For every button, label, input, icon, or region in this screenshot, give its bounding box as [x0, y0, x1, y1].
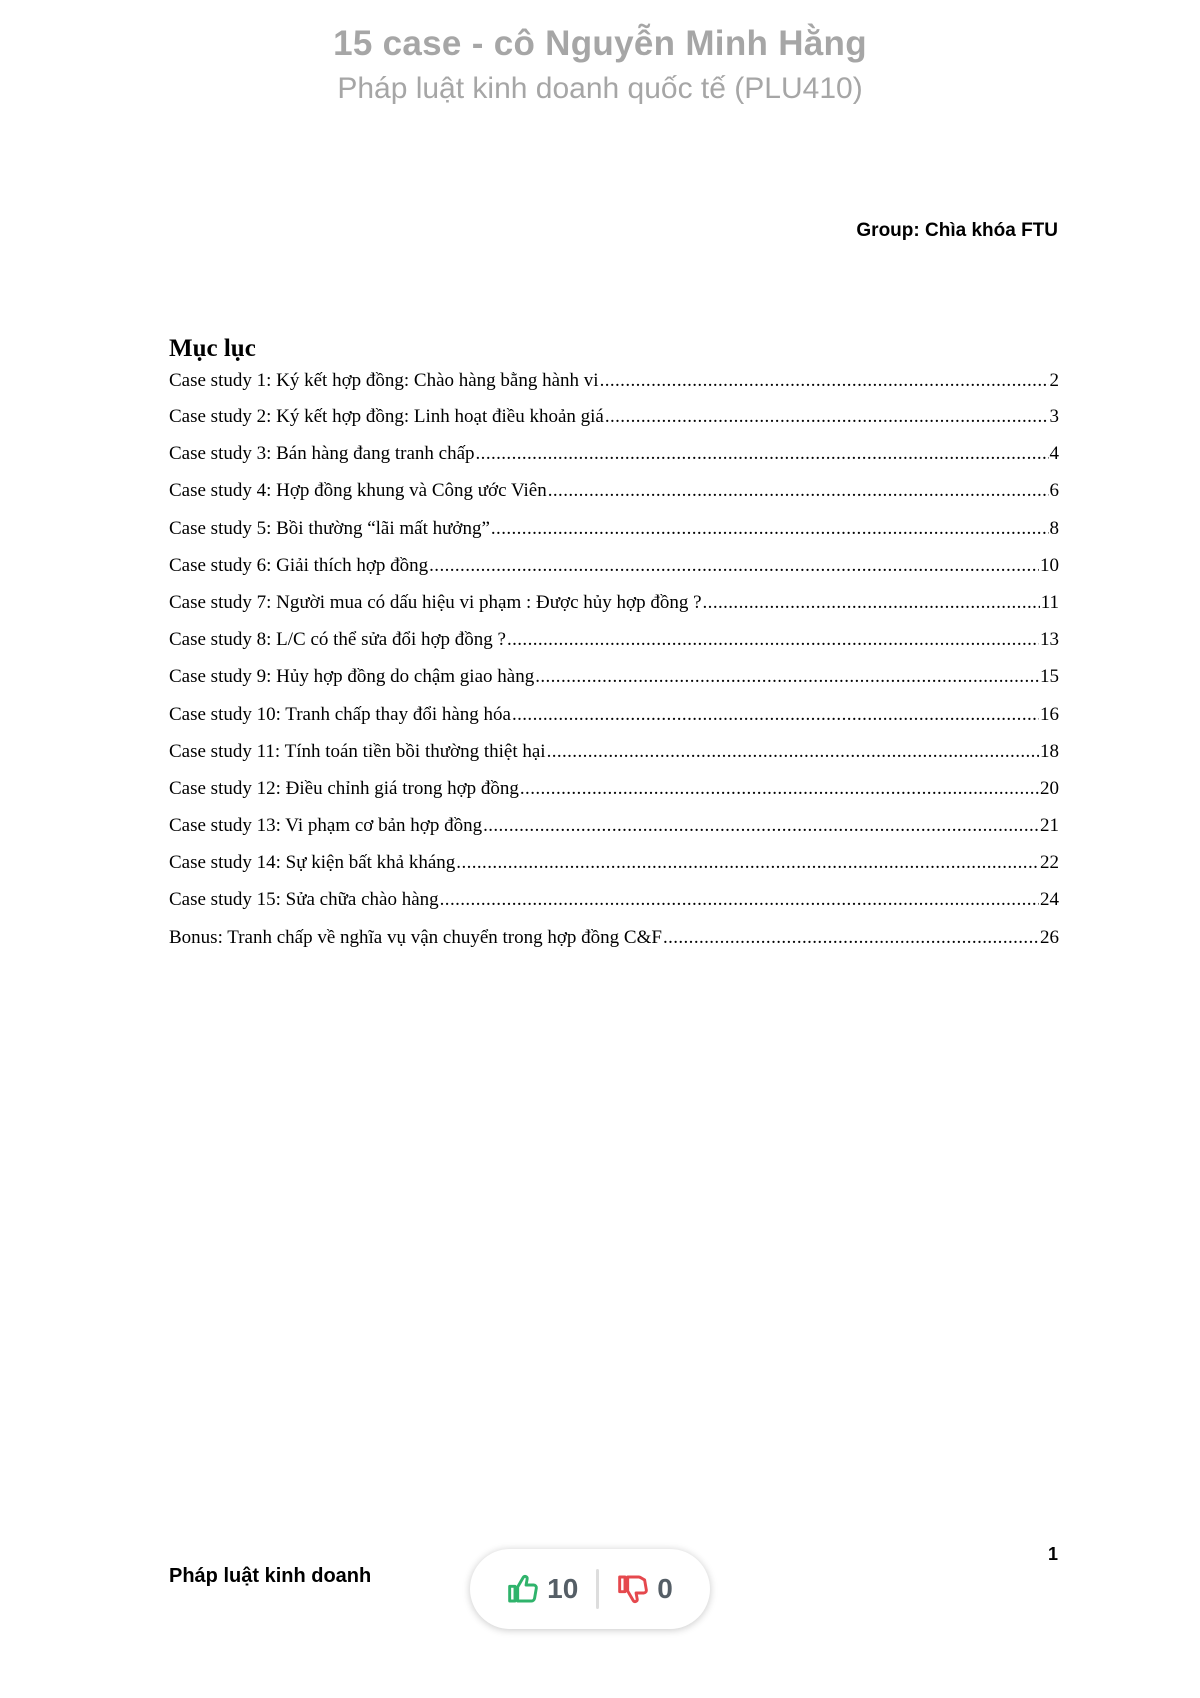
toc-entry-page: 24 [1040, 889, 1059, 911]
toc-entry-page: 16 [1040, 703, 1059, 725]
toc-entry-title: Case study 3: Bán hàng đang tranh chấp [169, 443, 475, 465]
toc-entry-title: Case study 15: Sửa chữa chào hàng [169, 889, 439, 911]
toc-dot-leader [520, 776, 1039, 802]
toc-entry[interactable] [169, 702, 1059, 739]
toc-entry[interactable] [169, 368, 1059, 404]
toc-entry-title: Case study 14: Sự kiện bất khả kháng [169, 852, 456, 874]
toc-entry-title: Case study 6: Giải thích hợp đồng [169, 554, 429, 576]
vote-widget [470, 1549, 710, 1629]
toc-dot-leader [535, 664, 1039, 690]
toc-entry-page: 4 [1049, 443, 1059, 465]
toc-entry-page: 3 [1049, 406, 1059, 427]
toc-entry-page: 21 [1040, 815, 1059, 837]
table-of-contents [169, 332, 1059, 962]
toc-entry-page: 2 [1049, 370, 1059, 391]
toc-entry-title: Case study 7: Người mua có dấu hiệu vi phạm : Được hủy hợp đồng ? [169, 591, 702, 613]
toc-dot-leader [456, 850, 1039, 876]
toc-entry[interactable] [169, 925, 1059, 962]
toc-entry[interactable] [169, 739, 1059, 776]
toc-heading: Mục lục [169, 335, 256, 362]
toc-list [169, 368, 1059, 962]
toc-entry-page: 8 [1049, 517, 1059, 539]
toc-entry[interactable] [169, 590, 1059, 627]
toc-entry[interactable] [169, 850, 1059, 887]
toc-entry-title: Case study 4: Hợp đồng khung và Công ước Viên [169, 480, 547, 502]
toc-entry-title: Case study 12: Điều chỉnh giá trong hợp đồng [169, 777, 519, 799]
thumbs-up-icon [507, 1573, 539, 1605]
toc-entry-page: 26 [1040, 926, 1059, 948]
toc-dot-leader [547, 739, 1039, 765]
toc-entry[interactable] [169, 627, 1059, 664]
toc-entry-page: 10 [1040, 554, 1059, 576]
toc-entry-title: Case study 11: Tính toán tiền bồi thường thiệt hại [169, 740, 546, 762]
toc-entry-page: 13 [1040, 629, 1059, 651]
toc-dot-leader [548, 478, 1049, 504]
toc-dot-leader [600, 368, 1049, 394]
toc-entry-title: Case study 5: Bồi thường “lãi mất hưởng” [169, 517, 490, 539]
toc-dot-leader [703, 590, 1040, 616]
toc-entry[interactable] [169, 813, 1059, 850]
group-label: Group: Chìa khóa FTU [856, 220, 1058, 241]
toc-dot-leader [483, 813, 1039, 839]
toc-entry-title: Case study 2: Ký kết hợp đồng: Linh hoạt điều khoản giá [169, 406, 604, 427]
toc-entry[interactable] [169, 516, 1059, 553]
thumbs-down-icon [617, 1573, 649, 1605]
toc-dot-leader [663, 925, 1039, 951]
toc-entry[interactable] [169, 664, 1059, 701]
toc-entry[interactable] [169, 553, 1059, 590]
toc-dot-leader [491, 516, 1049, 542]
toc-entry[interactable] [169, 478, 1059, 515]
upvote-count: 10 [547, 1573, 579, 1604]
toc-entry-page: 6 [1049, 480, 1059, 502]
toc-entry[interactable] [169, 441, 1059, 478]
toc-entry-title: Bonus: Tranh chấp về nghĩa vụ vận chuyển trong hợp đồng C&F [169, 926, 662, 948]
toc-entry-page: 18 [1040, 740, 1059, 762]
toc-entry-page: 20 [1040, 777, 1059, 799]
toc-entry-title: Case study 1: Ký kết hợp đồng: Chào hàng bằng hành vi [169, 370, 599, 391]
toc-dot-leader [476, 441, 1049, 467]
toc-entry-title: Case study 13: Vi phạm cơ bản hợp đồng [169, 815, 483, 837]
downvote-count: 0 [657, 1573, 673, 1604]
toc-entry-page: 22 [1040, 852, 1059, 874]
toc-entry-page: 15 [1040, 666, 1059, 688]
toc-dot-leader [440, 887, 1039, 913]
toc-entry[interactable] [169, 887, 1059, 924]
document-title: 15 case - cô Nguyễn Minh Hằng [333, 24, 867, 63]
toc-dot-leader [429, 553, 1039, 579]
toc-dot-leader [605, 404, 1049, 430]
toc-dot-leader [507, 627, 1039, 653]
toc-entry-title: Case study 9: Hủy hợp đồng do chậm giao hàng [169, 666, 535, 688]
toc-entry-title: Case study 10: Tranh chấp thay đổi hàng hóa [169, 703, 511, 725]
toc-dot-leader [512, 702, 1039, 728]
downvote-button[interactable] [599, 1573, 691, 1605]
toc-entry[interactable] [169, 776, 1059, 813]
toc-entry-page: 11 [1040, 591, 1059, 613]
toc-entry[interactable] [169, 404, 1059, 441]
page-number: 1 [1047, 1544, 1058, 1564]
upvote-button[interactable] [489, 1573, 596, 1605]
footer-text: Pháp luật kinh doanh [169, 1565, 372, 1587]
toc-entry-title: Case study 8: L/C có thể sửa đổi hợp đồng ? [169, 629, 506, 651]
document-subtitle: Pháp luật kinh doanh quốc tế (PLU410) [337, 72, 863, 105]
